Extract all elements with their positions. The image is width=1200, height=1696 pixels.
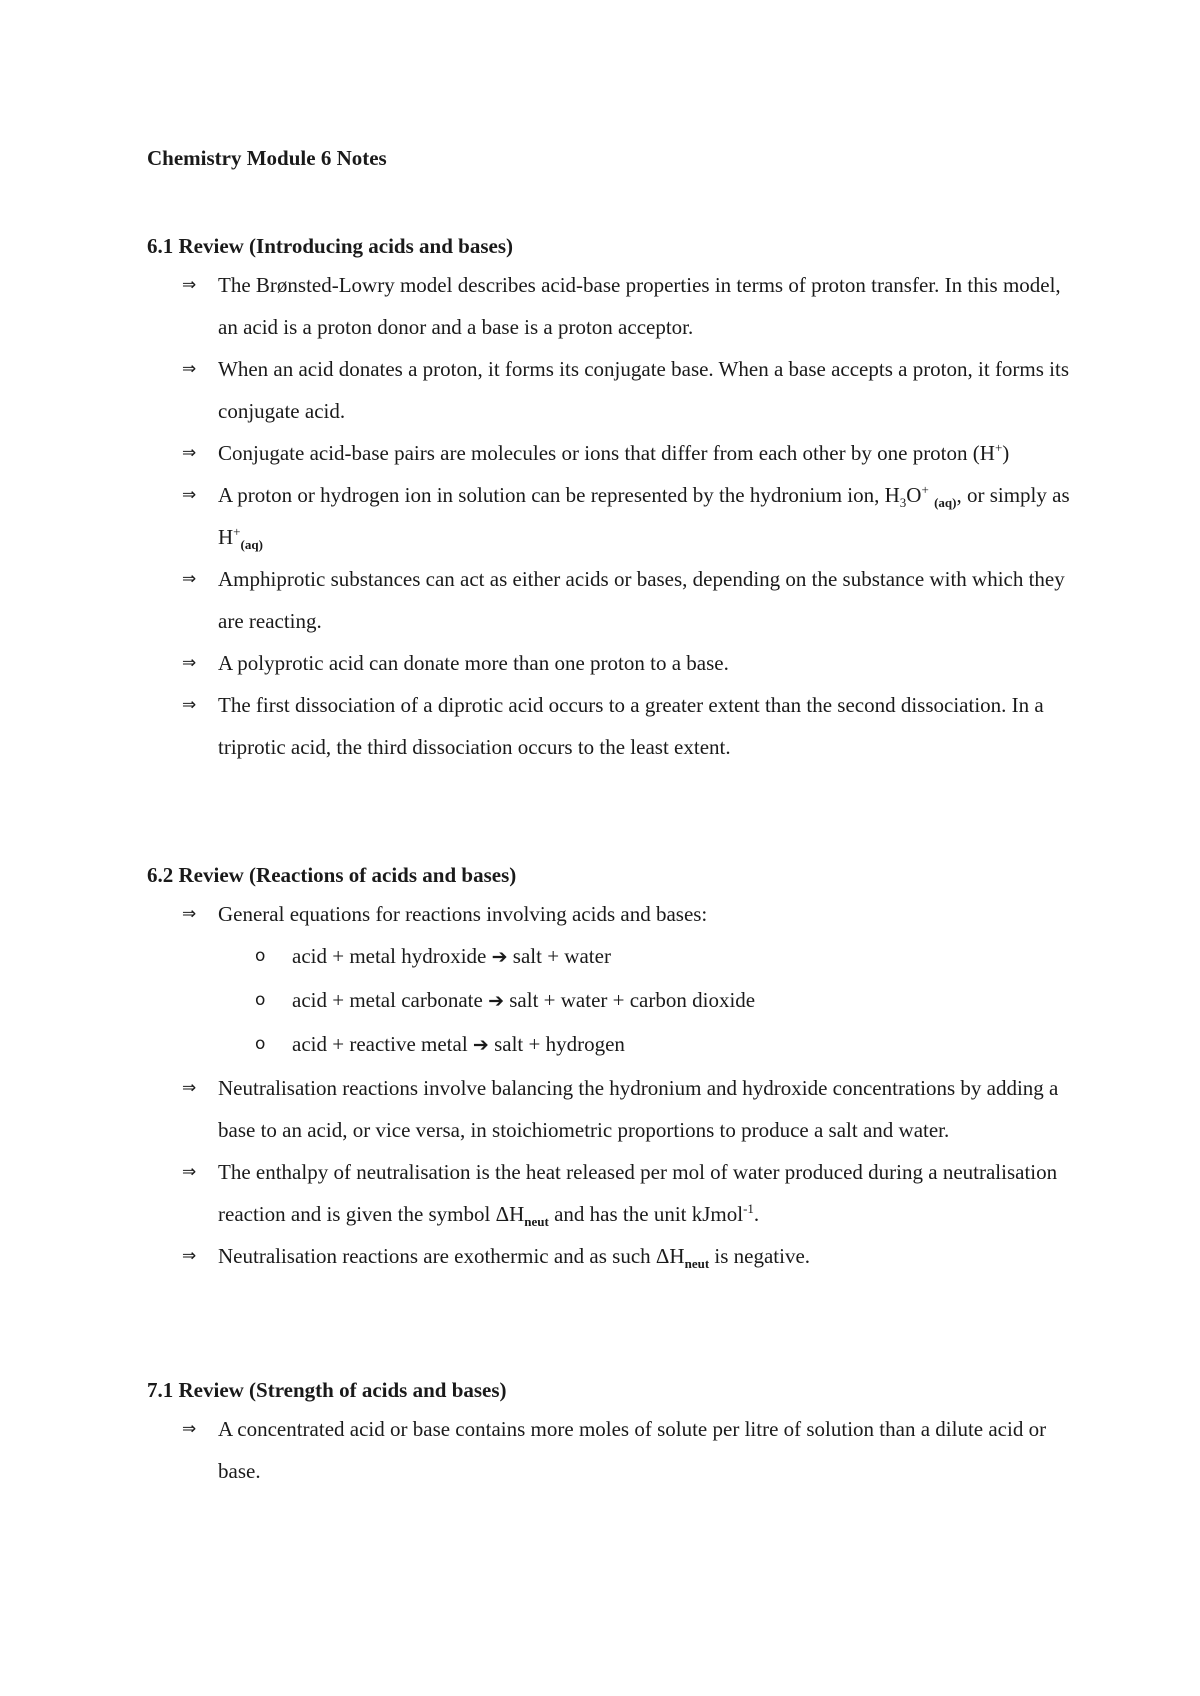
section-7-1 xyxy=(147,1377,1077,1492)
equation-right: salt + water + carbon dioxide xyxy=(509,988,756,1012)
bullet-text: Neutralisation reactions are exothermic and as such ΔH xyxy=(218,1244,685,1268)
superscript: + xyxy=(233,524,241,539)
bullet-item xyxy=(147,893,1077,935)
yields-arrow-icon: ➔ xyxy=(488,990,504,1012)
equation-item xyxy=(147,979,1077,1023)
formula-part: O xyxy=(906,483,922,507)
circle-bullet-icon: o xyxy=(255,946,266,966)
bullet-arrow-icon: ⇒ xyxy=(182,1162,197,1182)
yields-arrow-icon: ➔ xyxy=(472,1034,489,1056)
bullet-item xyxy=(147,348,1077,432)
bullet-arrow-icon: ⇒ xyxy=(182,1078,197,1098)
equation-right: salt + water xyxy=(512,944,611,968)
equation-right: salt + hydrogen xyxy=(494,1032,625,1056)
bullet-text-mid: and has the unit kJmol xyxy=(548,1202,744,1226)
bullet-text: A polyprotic acid can donate more than one proton to a base. xyxy=(218,651,729,675)
equation-left: acid + reactive metal xyxy=(292,1032,468,1056)
bullet-arrow-icon: ⇒ xyxy=(182,569,197,589)
bullet-text: A concentrated acid or base contains more moles of solute per litre of solution than a dilute acid or base. xyxy=(218,1417,1047,1483)
subscript: 3 xyxy=(899,495,907,511)
bullet-item xyxy=(147,1151,1077,1235)
bullet-text: The enthalpy of neutralisation is the heat released per mol of water produced during a neutralisation reaction and is given the symbol ΔH xyxy=(218,1160,1058,1226)
bullet-item xyxy=(147,474,1077,558)
subscript: neut xyxy=(684,1256,710,1272)
bullet-text: When an acid donates a proton, it forms its conjugate base. When a base accepts a proton, it forms its conjugate acid. xyxy=(218,357,1070,423)
bullet-arrow-icon: ⇒ xyxy=(182,443,197,463)
bullet-text: General equations for reactions involving acids and bases: xyxy=(218,902,708,926)
bullet-text: A proton or hydrogen ion in solution can be represented by the hydronium ion, H xyxy=(218,483,900,507)
bullet-item xyxy=(147,642,1077,684)
bullet-item xyxy=(147,684,1077,768)
bullet-text-end: ) xyxy=(1002,441,1010,465)
bullet-item xyxy=(147,1408,1077,1492)
bullet-arrow-icon: ⇒ xyxy=(182,695,197,715)
section-heading: 6.1 Review (Introducing acids and bases) xyxy=(147,234,513,258)
section-6-1 xyxy=(147,233,1077,768)
circle-bullet-icon: o xyxy=(255,1034,266,1054)
state-subscript: (aq) xyxy=(240,537,263,553)
section-6-2 xyxy=(147,862,1077,1277)
bullet-arrow-icon: ⇒ xyxy=(182,359,197,379)
circle-bullet-icon: o xyxy=(255,990,266,1010)
state-subscript: (aq) xyxy=(934,495,957,511)
document-title: Chemistry Module 6 Notes xyxy=(147,146,387,170)
bullet-item xyxy=(147,1235,1077,1277)
bullet-text: Conjugate acid-base pairs are molecules or ions that differ from each other by one proton (H xyxy=(218,441,995,465)
bullet-arrow-icon: ⇒ xyxy=(182,904,197,924)
superscript: + xyxy=(994,440,1003,455)
bullet-item xyxy=(147,558,1077,642)
bullet-arrow-icon: ⇒ xyxy=(182,653,197,673)
bullet-text: Amphiprotic substances can act as either acids or bases, depending on the substance with which they are reacting. xyxy=(218,567,1065,633)
bullet-text: The first dissociation of a diprotic acid occurs to a greater extent than the second dissociation. In a triprotic acid, the third dissociation occurs to the least extent. xyxy=(218,693,1044,759)
bullet-text-end: is negative. xyxy=(709,1244,811,1268)
bullet-text: The Brønsted-Lowry model describes acid-base properties in terms of proton transfer. In this model, an acid is a proton donor and a base is a proton acceptor. xyxy=(218,273,1061,339)
bullet-text-mid: , or simply as H xyxy=(218,483,1070,549)
bullet-item xyxy=(147,1067,1077,1151)
section-heading: 7.1 Review (Strength of acids and bases) xyxy=(147,1378,507,1402)
subscript: neut xyxy=(524,1214,549,1230)
bullet-arrow-icon: ⇒ xyxy=(182,1419,197,1439)
equation-left: acid + metal carbonate xyxy=(292,988,483,1012)
equation-left: acid + metal hydroxide xyxy=(292,944,487,968)
yields-arrow-icon: ➔ xyxy=(491,946,508,968)
bullet-item xyxy=(147,432,1077,474)
bullet-arrow-icon: ⇒ xyxy=(182,485,197,505)
bullet-arrow-icon: ⇒ xyxy=(182,1246,197,1266)
bullet-arrow-icon: ⇒ xyxy=(182,275,197,295)
superscript: -1 xyxy=(743,1201,754,1216)
section-heading: 6.2 Review (Reactions of acids and bases) xyxy=(147,863,517,887)
equation-item xyxy=(147,1023,1077,1067)
bullet-text-end: . xyxy=(753,1202,760,1226)
equation-item xyxy=(147,935,1077,979)
bullet-text: Neutralisation reactions involve balancing the hydronium and hydroxide concentrations by adding a base to an acid, or vice versa, in stoichiometric proportions to produce a salt and water. xyxy=(218,1076,1059,1142)
superscript: + xyxy=(921,482,929,497)
bullet-item xyxy=(147,264,1077,348)
